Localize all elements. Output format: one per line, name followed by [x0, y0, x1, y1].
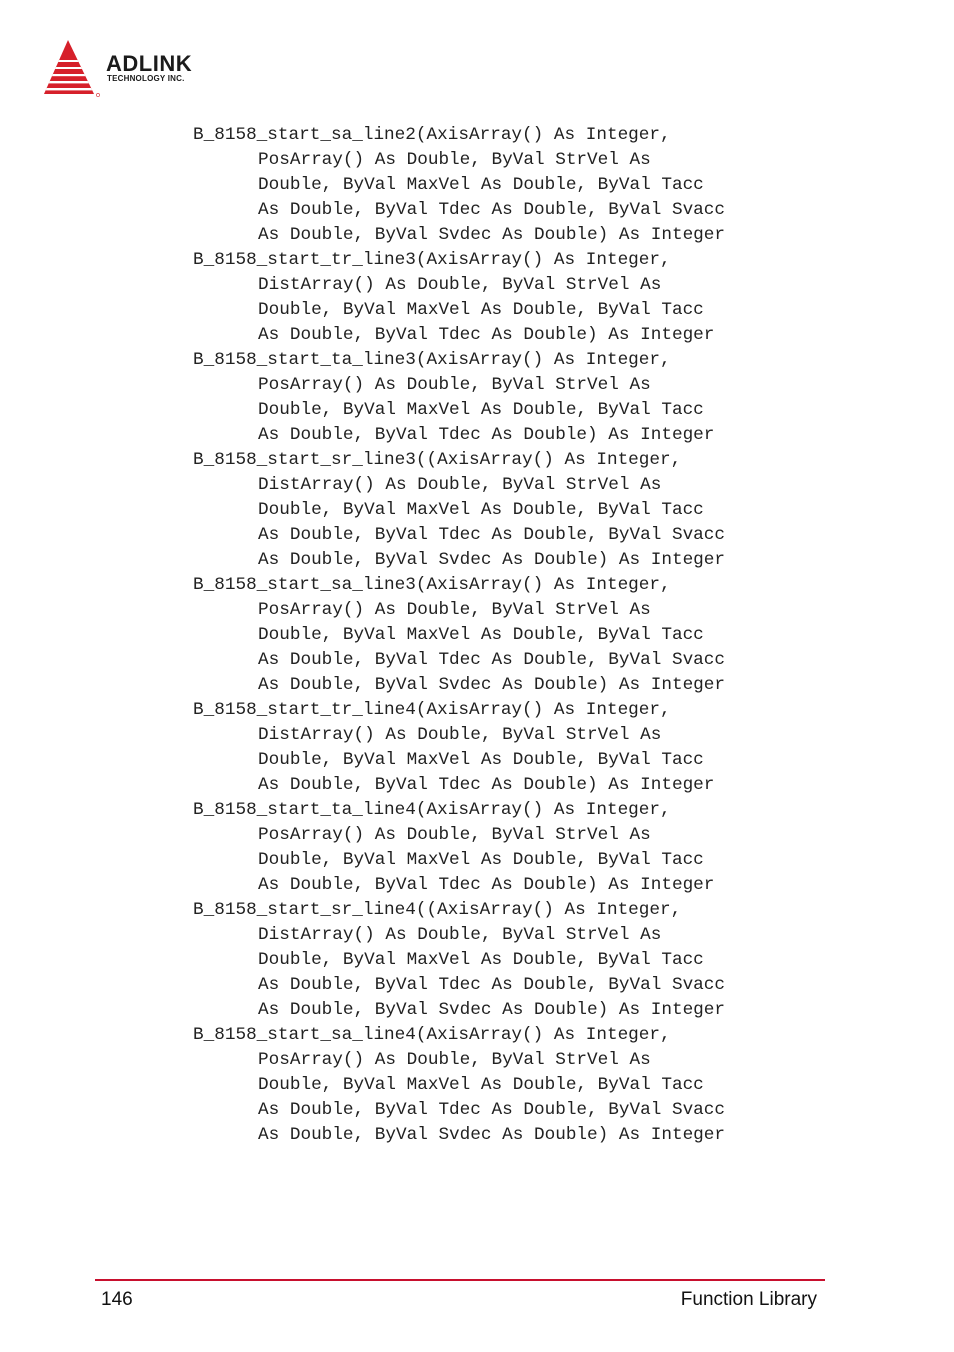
signature-continuation-line: PosArray() As Double, ByVal StrVel As: [258, 1050, 651, 1070]
signature-continuation-line: As Double, ByVal Svdec As Double) As Integer: [258, 1125, 726, 1145]
signature-continuation-line: Double, ByVal MaxVel As Double, ByVal Tacc: [258, 1075, 704, 1095]
signature-continuation-line: DistArray() As Double, ByVal StrVel As: [258, 275, 662, 295]
signature-continuation-line: As Double, ByVal Tdec As Double) As Integer: [258, 325, 715, 345]
signature-first-line: B_8158_start_sr_line3((AxisArray() As Integer,: [193, 450, 682, 470]
signature-continuation-line: As Double, ByVal Tdec As Double, ByVal Svacc: [258, 525, 726, 545]
signature-continuation-line: DistArray() As Double, ByVal StrVel As: [258, 475, 662, 495]
function-signature: [193, 123, 833, 248]
signature-continuation-line: As Double, ByVal Tdec As Double, ByVal Svacc: [258, 200, 726, 220]
signature-continuation-line: Double, ByVal MaxVel As Double, ByVal Tacc: [258, 625, 704, 645]
signature-continuation-line: As Double, ByVal Svdec As Double) As Integer: [258, 1000, 726, 1020]
signature-continuation-line: Double, ByVal MaxVel As Double, ByVal Tacc: [258, 500, 704, 520]
signature-continuation-line: As Double, ByVal Svdec As Double) As Integer: [258, 550, 726, 570]
signature-continuation-line: Double, ByVal MaxVel As Double, ByVal Tacc: [258, 300, 704, 320]
signature-continuation-line: Double, ByVal MaxVel As Double, ByVal Tacc: [258, 750, 704, 770]
signature-continuation-line: As Double, ByVal Svdec As Double) As Integer: [258, 225, 726, 245]
function-signature-list: [193, 123, 833, 1148]
function-signature: [193, 698, 833, 798]
footer-section-title: Function Library: [680, 1289, 817, 1310]
signature-continuation-line: PosArray() As Double, ByVal StrVel As: [258, 600, 651, 620]
signature-first-line: B_8158_start_tr_line3(AxisArray() As Integer,: [193, 250, 671, 270]
signature-continuation-line: PosArray() As Double, ByVal StrVel As: [258, 375, 651, 395]
signature-continuation-line: DistArray() As Double, ByVal StrVel As: [258, 925, 662, 945]
signature-continuation-line: Double, ByVal MaxVel As Double, ByVal Tacc: [258, 400, 704, 420]
signature-first-line: B_8158_start_sa_line4(AxisArray() As Integer,: [193, 1025, 671, 1045]
signature-first-line: B_8158_start_ta_line4(AxisArray() As Integer,: [193, 800, 671, 820]
function-signature: [193, 448, 833, 573]
logo-tagline: TECHNOLOGY INC.: [107, 74, 185, 83]
signature-continuation-line: As Double, ByVal Tdec As Double, ByVal Svacc: [258, 1100, 726, 1120]
signature-continuation-line: As Double, ByVal Tdec As Double) As Integer: [258, 775, 715, 795]
footer-rule: [95, 1279, 825, 1281]
function-signature: [193, 798, 833, 898]
function-signature: [193, 1023, 833, 1148]
signature-continuation-line: As Double, ByVal Svdec As Double) As Integer: [258, 675, 726, 695]
signature-first-line: B_8158_start_sa_line2(AxisArray() As Integer,: [193, 125, 671, 145]
signature-continuation-line: DistArray() As Double, ByVal StrVel As: [258, 725, 662, 745]
adlink-logo-mark: [42, 38, 242, 100]
signature-continuation-line: Double, ByVal MaxVel As Double, ByVal Tacc: [258, 175, 704, 195]
function-signature: [193, 348, 833, 448]
signature-continuation-line: As Double, ByVal Tdec As Double, ByVal Svacc: [258, 650, 726, 670]
signature-continuation-line: As Double, ByVal Tdec As Double) As Integer: [258, 425, 715, 445]
adlink-logo: [42, 38, 242, 100]
function-signature: [193, 898, 833, 1023]
function-signature: [193, 573, 833, 698]
signature-continuation-line: As Double, ByVal Tdec As Double) As Integer: [258, 875, 715, 895]
page-number: 146: [101, 1289, 133, 1310]
signature-continuation-line: As Double, ByVal Tdec As Double, ByVal Svacc: [258, 975, 726, 995]
signature-continuation-line: Double, ByVal MaxVel As Double, ByVal Tacc: [258, 950, 704, 970]
signature-continuation-line: PosArray() As Double, ByVal StrVel As: [258, 825, 651, 845]
signature-continuation-line: PosArray() As Double, ByVal StrVel As: [258, 150, 651, 170]
logo-brand-word: ADLINK: [106, 51, 193, 76]
signature-first-line: B_8158_start_tr_line4(AxisArray() As Integer,: [193, 700, 671, 720]
signature-first-line: B_8158_start_ta_line3(AxisArray() As Integer,: [193, 350, 671, 370]
function-signature: [193, 248, 833, 348]
signature-first-line: B_8158_start_sr_line4((AxisArray() As Integer,: [193, 900, 682, 920]
signature-first-line: B_8158_start_sa_line3(AxisArray() As Integer,: [193, 575, 671, 595]
signature-continuation-line: Double, ByVal MaxVel As Double, ByVal Tacc: [258, 850, 704, 870]
